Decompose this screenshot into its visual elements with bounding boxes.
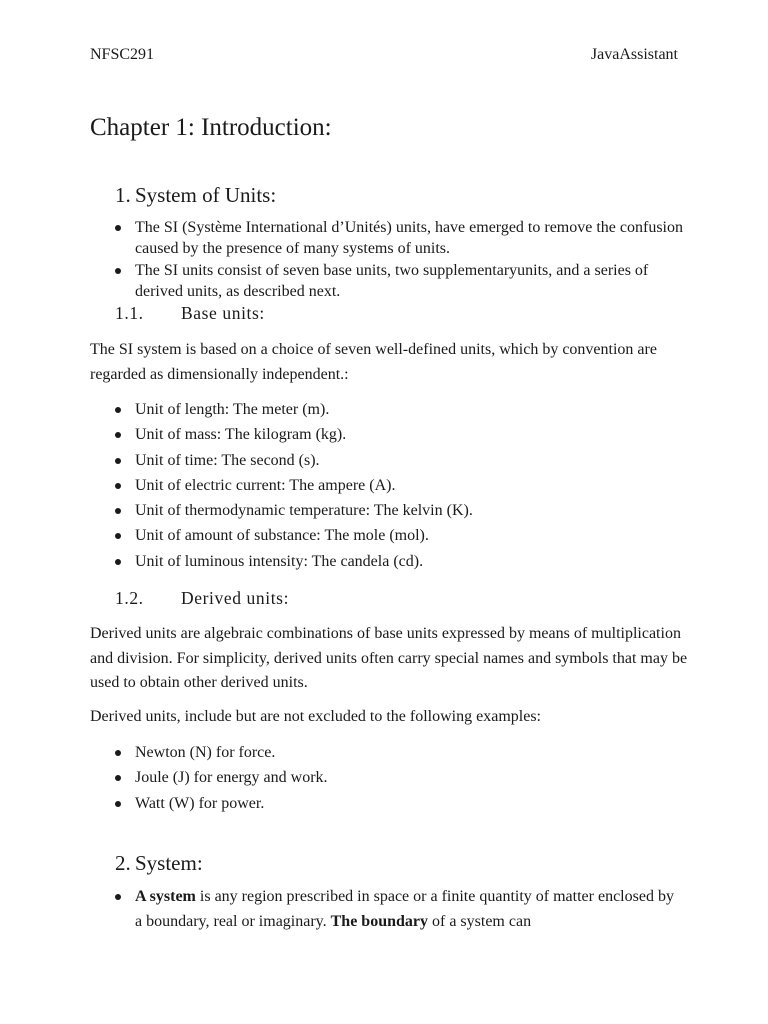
section-1-1-heading	[115, 303, 265, 324]
term-system: A system	[135, 888, 196, 905]
list-item: Watt (W) for power.	[113, 791, 683, 816]
header-author: JavaAssistant	[590, 46, 678, 63]
section-title: Base units:	[181, 303, 265, 323]
section-1-bullets	[113, 217, 683, 303]
section-number: 1.2.	[115, 588, 144, 608]
chapter-title: Chapter 1: Introduction:	[90, 114, 332, 141]
section-number: 2.	[115, 851, 131, 875]
list-item: Unit of time: The second (s).	[113, 448, 683, 473]
section-number: 1.	[115, 183, 131, 207]
section-number: 1.1.	[115, 303, 144, 323]
section-title: System:	[135, 851, 203, 875]
list-item: The SI (Système International d’Unités) units, have emerged to remove the confusion caused by the presence of many systems of units.	[113, 217, 683, 259]
list-item: Unit of luminous intensity: The candela (cd).	[113, 549, 683, 574]
base-units-intro: The SI system is based on a choice of seven well-defined units, which by convention are regarded as dimensionally independent.:	[90, 341, 657, 383]
section-title: System of Units:	[135, 183, 277, 207]
list-item: Newton (N) for force.	[113, 740, 683, 765]
list-item: Joule (J) for energy and work.	[113, 765, 683, 790]
section-2-bullets	[113, 884, 683, 935]
section-2-heading	[115, 851, 203, 876]
list-item: Unit of amount of substance: The mole (mol).	[113, 523, 683, 548]
list-item: Unit of mass: The kilogram (kg).	[113, 422, 683, 447]
section-1-2-heading	[115, 588, 289, 609]
header-course-code: NFSC291	[90, 46, 155, 63]
bullet-text: of a system can	[428, 913, 532, 931]
list-item	[113, 884, 683, 935]
derived-units-paragraph: Derived units are algebraic combinations of base units expressed by means of multiplication and division. For simplicity, derived units often carry special names and symbols that may be used to obtain other derived units.	[90, 625, 688, 691]
list-item: Unit of electric current: The ampere (A).	[113, 473, 683, 498]
base-units-list	[113, 397, 683, 574]
list-item: The SI units consist of seven base units, two supplementaryunits, and a series of derived units, as described next.	[113, 260, 683, 302]
derived-units-list	[113, 740, 683, 816]
section-title: Derived units:	[181, 588, 290, 608]
list-item: Unit of length: The meter (m).	[113, 397, 683, 422]
derived-units-examples-intro: Derived units, include but are not excluded to the following examples:	[90, 708, 541, 725]
list-item: Unit of thermodynamic temperature: The kelvin (K).	[113, 498, 683, 523]
term-boundary: The boundary	[330, 913, 428, 931]
section-1-heading	[115, 183, 276, 208]
bullet-text: is any region prescribed in space or a finite quantity of matter enclosed by a boundary, real or imaginary.	[135, 888, 674, 931]
